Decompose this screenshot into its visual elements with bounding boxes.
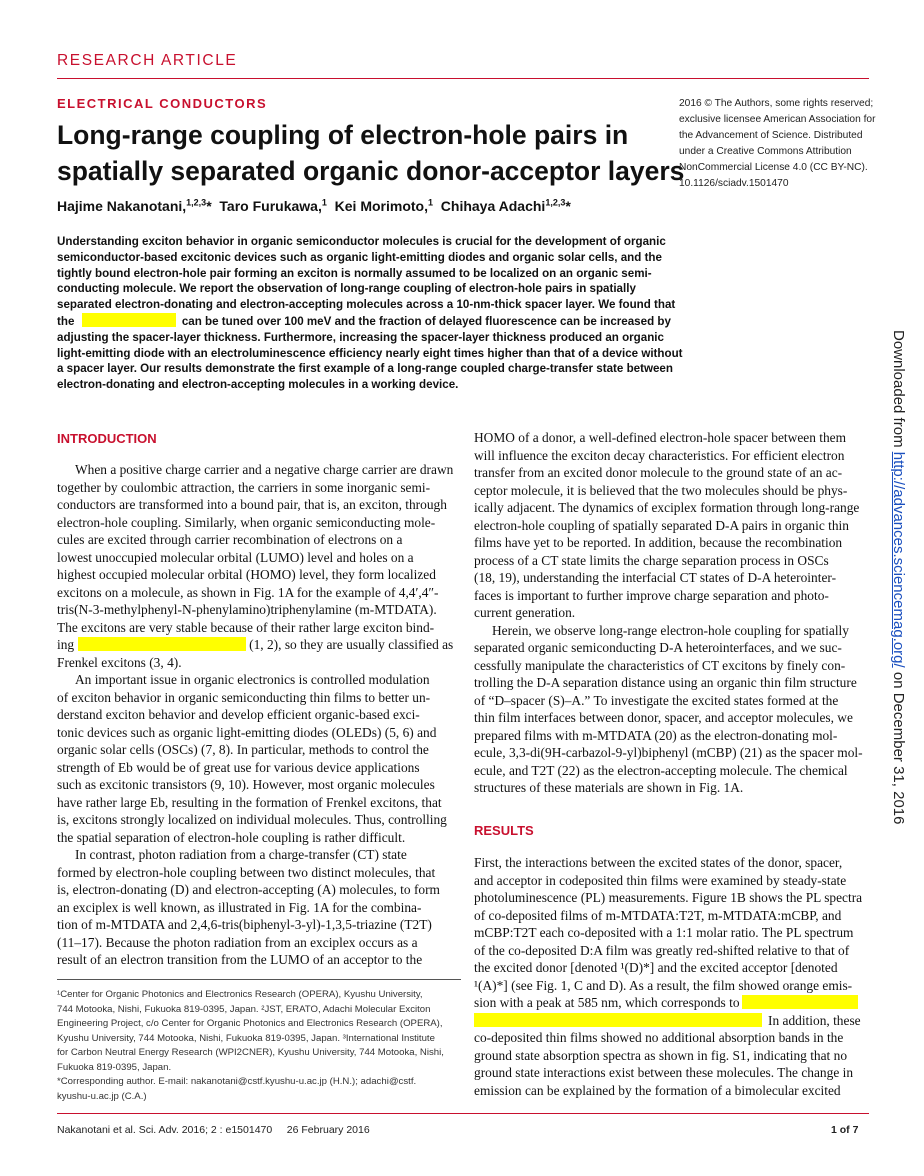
author-list xyxy=(57,197,571,214)
paragraph: Herein, we observe long-range electron-hole coupling for spatially separated organic semiconducting D-A heterointerfaces, and we suc- cessfully manipulate the characteristics of CT excitons by finely con- trolling the D-A separation distance using an organic thin film structure of “D–spacer (S)–A.” To investigate the excited states formed at the thin film interfaces between donor, spacer, and acceptor molecules, we prepared films with m-MTDATA (20) as the electron-donating mol- ecule, 3,3-di(9H-carbazol-9-yl)biphenyl (mCBP) (21) as the spacer mol- ecule, and T2T (22) as the electron-accepting molecule. The chemical structures of these materials are shown in Fig. 1A. xyxy=(474,622,863,795)
paragraph: In contrast, photon radiation from a charge-transfer (CT) state formed by electron-hole coupling between two distinct molecules, that is, electron-donating (D) and electron-accepting (A) molecules, to form an exciplex is well known, as illustrated in Fig. 1A for the combina- tion of m-MTDATA and 2,4,6-tris(biphenyl-3-yl)-1,3,5-triazine (T2T) (11–17). Because the photon radiation from an exciplex occurs as a result of an electron transition from the LUMO of an acceptor to the xyxy=(57,847,440,967)
license-line: under a Creative Commons Attribution xyxy=(679,146,852,157)
highlight-annotation xyxy=(82,313,176,327)
paragraph: First, the interactions between the excited states of the donor, spacer, and acceptor in codeposited thin films were examined by steady-state photoluminescence (PL) measurements. Figure 1B shows the PL spectra of co-deposited films of m-MTDATA:T2T, m-MTDATA:mCBP, and mCBP:T2T each co-deposited with a 1:1 molar ratio. The PL spectrum of the co-deposited D:A film was greatly red-shifted relative to that of the excited donor [denoted ¹(D)*] and the excited acceptor [denoted ¹(A)*] (see Fig. 1, C and D). As a result, the film showed orange emis- sion with a peak at 585 nm, which corresponds to In addition, these co-deposited thin films showed no additional absorption bands in the ground state absorption spectra as shown in fig. S1, indicating that no ground state interactions exist between these molecules. The change in emission can be explained by the formation of a bimolecular excited xyxy=(474,855,863,1098)
paragraph: When a positive charge carrier and a negative charge carrier are drawn together by coulombic attraction, the carriers in some inorganic semi- conductors are transformed into a bound pair, that is, an exciton, through electron-hole coupling. Similarly, when organic semiconducting mole- cules are excited through carrier recombination of electrons on a lowest unoccupied molecular orbital (LUMO) level and holes on a highest occupied molecular orbital (HOMO) level, they form localized excitons on a molecule, as shown in Fig. 1A for the example of 4,4′,4″- tris(N-3-methylphenyl-N-phenylamino)triphenylamine (m-MTDATA). The excitons are very stable because of their rather large exciton bind- ing (1, 2), so they are usually classified as Frenkel excitons (3, 4). xyxy=(57,462,454,670)
abstract-line: conducting molecule. We report the observation of long-range coupling of electron-hole pairs in spatially xyxy=(57,282,636,296)
right-column-results xyxy=(474,854,870,1099)
abstract-line: separated electron-donating and electron-accepting molecules across a 10-nm-thick spacer layer. We found that xyxy=(57,298,676,312)
article-type: RESEARCH ARTICLE xyxy=(57,52,238,69)
abstract-line: electron-donating and electron-accepting molecules in a working device. xyxy=(57,378,459,392)
doi: 10.1126/sciadv.1501470 xyxy=(679,178,789,189)
section-label: ELECTRICAL CONDUCTORS xyxy=(57,96,268,111)
abstract-line: adjusting the spacer-layer thickness. Furthermore, increasing the spacer-layer thickness produced an organic xyxy=(57,330,664,344)
license-line: 2016 © The Authors, some rights reserved; xyxy=(679,98,874,109)
footnotes: ¹Center for Organic Photonics and Electronics Research (OPERA), Kyushu University, 744 Motooka, Nishi, Fukuoka 819-0395, Japan. ²JST, ERATO, Adachi Molecular Exciton Engineering Project, c/o Center for Organic Photonics and Electronics Research (OPERA), Kyushu University, 744 Motooka, Nishi, Fukuoka 819-0395, Japan. ³International Institute for Carbon Neutral Energy Research (WPI2CNER), Kyushu University, 744 Motooka, Nishi, Fukuoka 819-0395, Japan. *Corresponding author. E-mail: nakanotani@cstf.kyushu-u.ac.jp (H.N.); adachi@cstf. kyushu-u.ac.jp (C.A.) xyxy=(57,989,444,1102)
highlight-annotation xyxy=(474,1013,762,1027)
author: Hajime Nakanotani,$^{1,2,3}$* xyxy=(57,197,212,214)
paragraph: An important issue in organic electronics is controlled modulation of exciton behavior in organic semiconducting thin films to better un- derstand exciton behavior and develop efficient organic-based exci- tonic devices such as organic light-emitting diodes (OLEDs) (5, 6) and organic solar cells (OSCs) (7, 8). In particular, methods to control the strength of Eb would be of great use for various device applications such as excitonic transistors (9, 10). However, most organic molecules have rather large Eb, resulting in the formation of Frenkel excitons, that is, excitons strongly localized on individual molecules. Thus, controlling the spatial separation of electron-hole coupling is rather difficult. xyxy=(57,672,447,845)
license-line: exclusive licensee American Association for xyxy=(679,114,876,125)
highlight-annotation xyxy=(78,637,246,651)
page-title xyxy=(57,117,684,189)
abstract-line: a spacer layer. Our results demonstrate the first example of a long-range coupled charge-transfer state between xyxy=(57,362,673,376)
abstract-line: the can be tuned over 100 meV and the fraction of delayed fluorescence can be increased by xyxy=(57,314,671,328)
left-column xyxy=(57,461,453,969)
license-line: NonCommercial License 4.0 (CC BY-NC). xyxy=(679,162,868,173)
title-line-1: Long-range coupling of electron-hole pairs in xyxy=(57,120,629,150)
page-number: 1 of 7 xyxy=(831,1124,859,1136)
header-rule xyxy=(57,78,869,79)
author: Kei Morimoto,$^1$ xyxy=(334,197,434,214)
author: Taro Furukawa,$^1$ xyxy=(219,197,327,214)
section-heading-introduction: INTRODUCTION xyxy=(57,431,157,446)
abstract-line: Understanding exciton behavior in organic semiconductor molecules is crucial for the development of organic xyxy=(57,235,666,248)
download-notice: Downloaded from http://advances.sciencemag.org/ on December 31, 2016 xyxy=(890,330,907,825)
license-block xyxy=(679,96,876,192)
paragraph: HOMO of a donor, a well-defined electron-hole spacer between them will influence the exciton decay characteristics. For efficient electron transfer from an excited donor molecule to the ground state of an ac- ceptor molecule, it is believed that the two molecules should be phys- ically adjacent. The dynamics of exciplex formation through long-range electron-hole coupling of spatially separated D-A pairs in organic thin films have yet to be reported. In addition, because the recombination process of a CT state limits the charge separation process in OSCs (18, 19), understanding the interfacial CT states of D-A heterointer- faces is important to further improve charge separation and photo- current generation. xyxy=(474,430,860,620)
footer-citation: Nakanotani et al. Sci. Adv. 2016; 2 : e1501470 26 February 2016 xyxy=(57,1124,370,1136)
abstract-line: light-emitting diode with an electroluminescence efficiency nearly eight times higher than that of a device without xyxy=(57,346,683,360)
abstract xyxy=(57,234,729,393)
footer-rule xyxy=(57,1113,869,1114)
download-link[interactable]: http://advances.sciencemag.org/ xyxy=(890,451,907,668)
title-line-2: spatially separated organic donor-acceptor layers xyxy=(57,156,685,186)
abstract-line: semiconductor-based excitonic devices such as organic light-emitting diodes and organic solar cells, and the xyxy=(57,250,662,264)
license-line: the Advancement of Science. Distributed xyxy=(679,130,863,141)
highlight-annotation xyxy=(742,995,858,1009)
section-heading-results: RESULTS xyxy=(474,823,534,838)
footnote-rule xyxy=(57,979,461,980)
right-column xyxy=(474,429,870,797)
author: Chihaya Adachi$^{1,2,3}$* xyxy=(440,197,571,214)
abstract-line: tightly bound electron-hole pair forming an exciton is normally assumed to be localized on an organic semi- xyxy=(57,266,652,280)
